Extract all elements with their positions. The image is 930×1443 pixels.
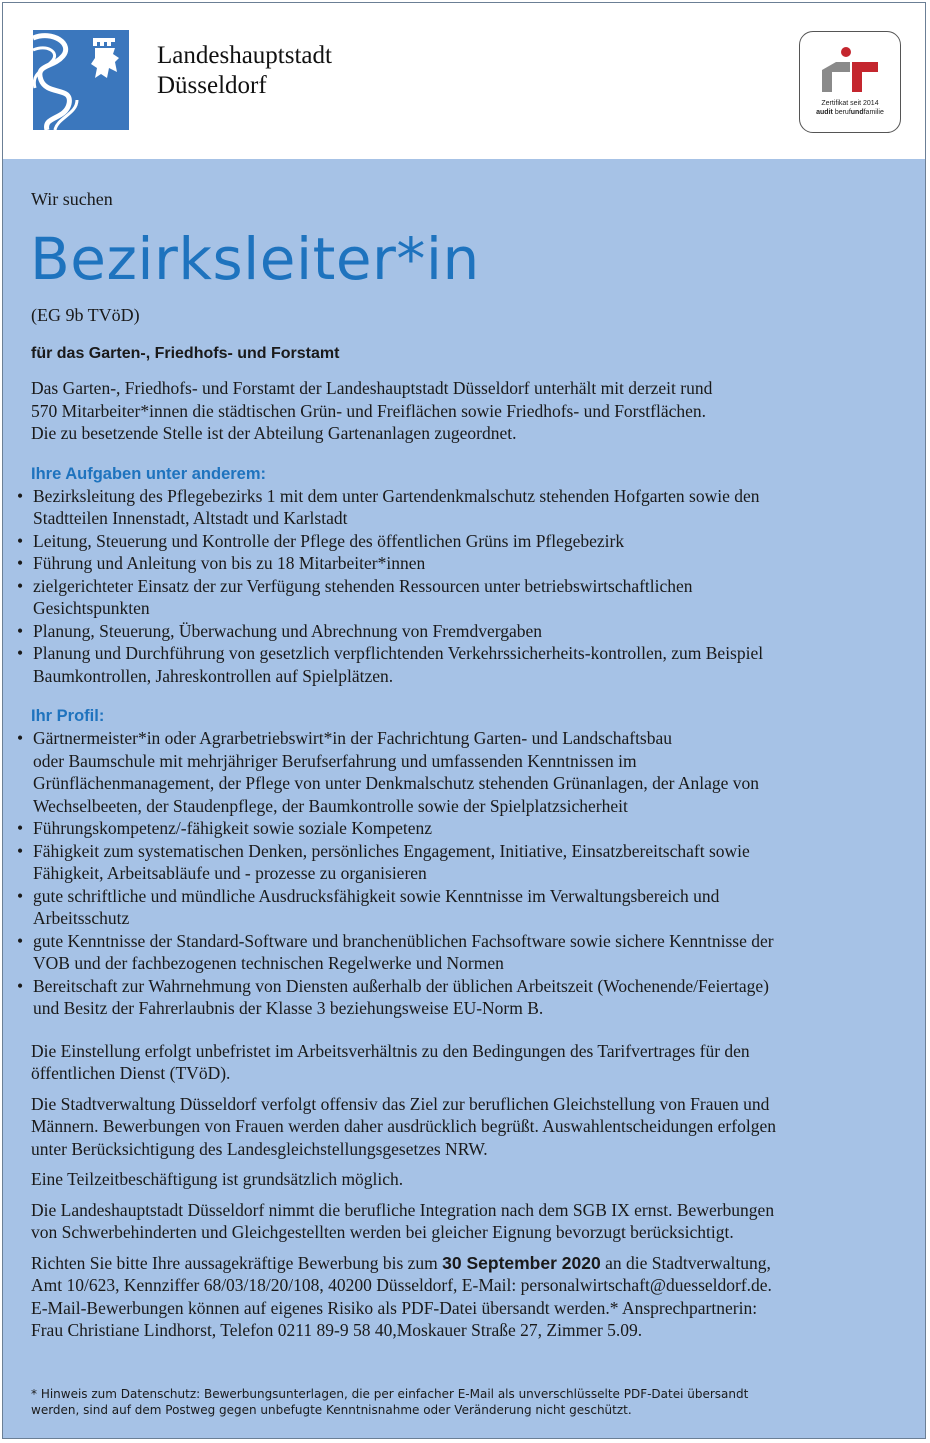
application-deadline: 30 September 2020 [442, 1252, 601, 1273]
list-item: • Gärtnermeister*in oder Agrarbetriebswirt*in der Fachrichtung Garten- und Landschaftsbau oder Baumschule mit mehrjähriger Berufserfahrung und umfassenden Kenntnissen im Grünflächenmanagement, der Pflege von unter Denkmalschutz stehenden Grünanlagen, der Anlage von Wechselbeeten, der Staudenpflege, der Baumkontrolle sowie der Spielplatzsicherheit [17, 728, 759, 816]
list-item: • zielgerichteter Einsatz der zur Verfügung stehenden Ressourcen unter betriebswirtschaftlichen Gesichtspunkten [17, 575, 693, 618]
description-line: 570 Mitarbeiter*innen die städtischen Grün- und Freiflächen sowie Friedhofs- und Forstflächen. [31, 400, 707, 421]
department: für das Garten-, Friedhofs- und Forstamt [31, 345, 340, 362]
employment-terms: Die Einstellung erfolgt unbefristet im Arbeitsverhältnis zu den Bedingungen des Tarifvertrages für den öffentlichen Dienst (TVöD). [31, 1040, 750, 1083]
footnote-line: * Hinweis zum Datenschutz: Bewerbungsunterlagen, die per einfacher E-Mail als unverschlüsselte PDF-Datei übersandt [31, 1387, 749, 1401]
part-time-note: Eine Teilzeitbeschäftigung ist grundsätzlich möglich. [31, 1169, 404, 1189]
list-item: • Planung, Steuerung, Überwachung und Abrechnung von Fremdvergaben [17, 620, 543, 641]
profile-heading: Ihr Profil: [31, 707, 105, 725]
list-item: • Bezirksleitung des Pflegebezirks 1 mit dem unter Gartendenkmalschutz stehenden Hofgarten sowie den Stadtteilen Innenstadt, Altstadt und Karlstadt [17, 485, 760, 528]
job-ad-frame [2, 2, 926, 1439]
footnote-line: werden, sind auf dem Postweg gegen unbefugte Kenntnisnahme oder Veränderung nicht geschützt. [31, 1403, 632, 1417]
list-item: • Führungskompetenz/-fähigkeit sowie soziale Kompetenz [17, 818, 432, 838]
job-title: Bezirksleiter*in [30, 225, 480, 293]
intro-text: Wir suchen [31, 189, 113, 209]
certificate-line1: Zertifikat seit 2014 [821, 100, 879, 107]
inclusion-statement: Die Landeshauptstadt Düsseldorf nimmt die berufliche Integration nach dem SGB IX ernst. Bewerbungen von Schwerbehinderten und Gleichgestellten werden bei gleicher Eignung bevorzugt berücksichtigt. [31, 1199, 775, 1242]
duesseldorf-logo [33, 30, 129, 130]
city-name-line1: Landeshauptstadt [157, 42, 332, 69]
list-item: • Planung und Durchführung von gesetzlich verpflichtenden Verkehrssicherheits-kontrollen, zum Beispiel Baumkontrollen, Jahreskontrollen auf Spielplätzen. [17, 643, 764, 686]
list-item: • Leitung, Steuerung und Kontrolle der Pflege des öffentlichen Grüns im Pflegebezirk [17, 530, 625, 551]
audit-logo-icon [800, 36, 900, 96]
description-line: Das Garten-, Friedhofs- und Forstamt der Landeshauptstadt Düsseldorf unterhält mit derzeit rund [31, 378, 713, 398]
audit-certificate-badge [799, 31, 901, 133]
tasks-list [17, 485, 921, 688]
header [3, 3, 925, 159]
profile-list [17, 727, 921, 1020]
application-instructions: Richten Sie bitte Ihre aussagekräftige Bewerbung bis zum 30 September 2020 an die Stadtverwaltung, Amt 10/623, Kennziffer 68/03/18/20/108, 40200 Düsseldorf, E-Mail: personalwirtschaft@duesseldorf.de. E-Mail-Bewerbungen können auf eigenes Risiko als PDF-Datei übersandt werden.* Ansprechpartnerin: Frau Christiane Lindhorst, Telefon 0211 89-9 58 40,Moskauer Straße 27, Zimmer 5.09. [31, 1252, 772, 1340]
main-content [17, 377, 921, 1342]
certificate-line2: audit berufundfamilie [816, 109, 884, 116]
list-item: • Fähigkeit zum systematischen Denken, persönliches Engagement, Initiative, Einsatzbereitschaft sowie Fähigkeit, Arbeitsabläufe und - prozesse zu organisieren [17, 840, 750, 883]
ad-body [3, 159, 925, 1438]
certificate-caption [800, 99, 900, 117]
description [31, 377, 921, 445]
list-item: • gute Kenntnisse der Standard-Software und branchenüblichen Fachsoftware sowie sichere Kenntnisse der VOB und der fachbezogenen technischen Regelwerke und Normen [17, 930, 774, 973]
list-item: • Führung und Anleitung von bis zu 18 Mitarbeiter*innen [17, 553, 426, 573]
description-line: Die zu besetzende Stelle ist der Abteilung Gartenanlagen zugeordnet. [31, 423, 517, 443]
pay-grade: (EG 9b TVöD) [31, 305, 140, 325]
privacy-footnote [31, 1386, 911, 1418]
city-name [157, 41, 332, 101]
tasks-heading: Ihre Aufgaben unter anderem: [31, 464, 267, 483]
city-name-line2: Düsseldorf [157, 72, 267, 99]
list-item: • gute schriftliche und mündliche Ausdrucksfähigkeit sowie Kenntnisse im Verwaltungsbereich und Arbeitsschutz [17, 885, 720, 928]
equality-statement: Die Stadtverwaltung Düsseldorf verfolgt offensiv das Ziel zur beruflichen Gleichstellung von Frauen und Männern. Bewerbungen von Frauen werden daher ausdrücklich begrüßt. Auswahlentscheidungen erfolgen unter Berücksichtigung des Landesgleichstellungsgesetzes NRW. [31, 1093, 776, 1159]
list-item: • Bereitschaft zur Wahrnehmung von Diensten außerhalb der üblichen Arbeitszeit (Wochenende/Feiertage) und Besitz der Fahrerlaubnis der Klasse 3 beziehungsweise EU-Norm B. [17, 975, 769, 1018]
